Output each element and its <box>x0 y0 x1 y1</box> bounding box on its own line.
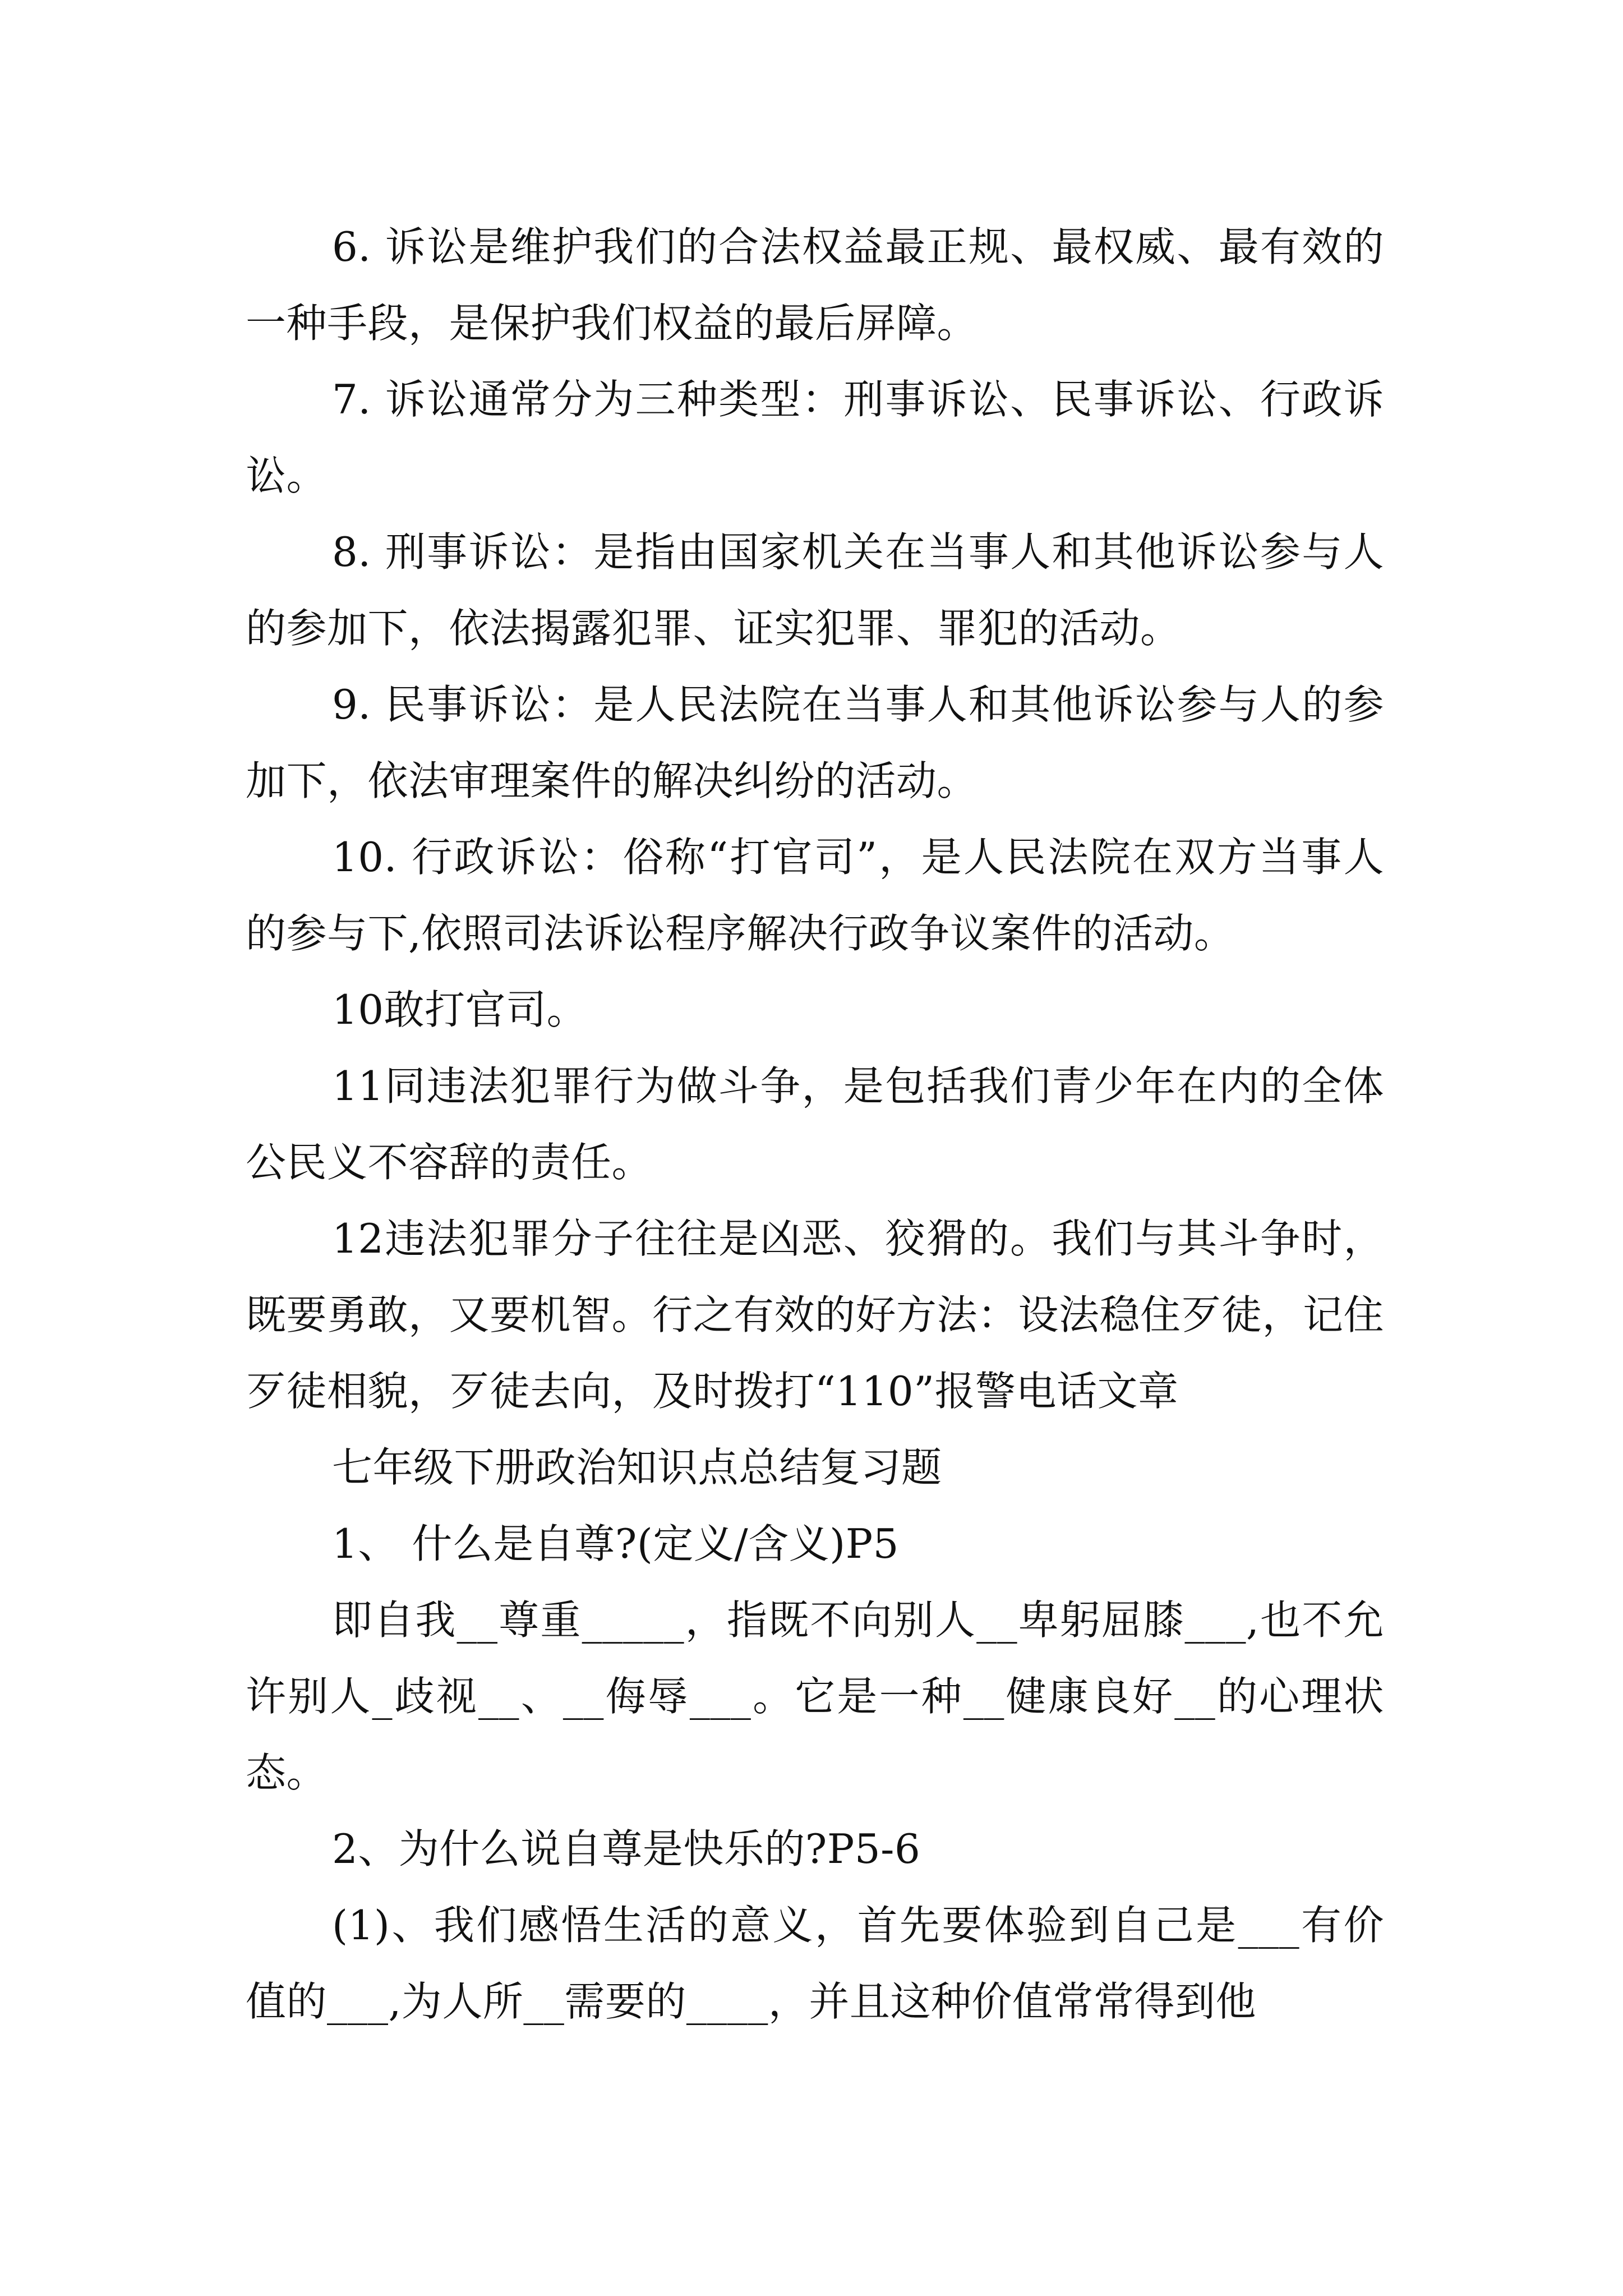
paragraph-litigation-types: 7. 诉讼通常分为三种类型：刑事诉讼、民事诉讼、行政诉讼。 <box>246 376 1384 499</box>
question-1: 1、 什么是自尊?(定义/含义)P5 <box>332 1520 899 1567</box>
question-2: 2、为什么说自尊是快乐的?P5-6 <box>332 1825 921 1872</box>
document-body <box>246 209 1384 2040</box>
section-title: 七年级下册政治知识点总结复习题 <box>332 1444 942 1491</box>
answer-1: 即自我__尊重_____，指既不向别人__卑躬屈膝___,也不允许别人_歧视__、__侮辱___。它是一种__健康良好__的心理状态。 <box>246 1596 1384 1796</box>
paragraph-criminal-litigation: 8. 刑事诉讼：是指由国家机关在当事人和其他诉讼参与人的参加下，依法揭露犯罪、证实犯罪、罪犯的活动。 <box>246 528 1384 652</box>
paragraph-litigation-definition: 6. 诉讼是维护我们的合法权益最正规、最权威、最有效的一种手段，是保护我们权益的最后屏障。 <box>246 223 1384 347</box>
paragraph-civil-litigation: 9. 民事诉讼：是人民法院在当事人和其他诉讼参与人的参加下，依法审理案件的解决纠纷的活动。 <box>246 681 1384 804</box>
paragraph-administrative-litigation: 10. 行政诉讼：俗称“打官司”，是人民法院在双方当事人的参与下,依照司法诉讼程序解决行政争议案件的活动。 <box>246 834 1384 957</box>
answer-2-part-1: (1)、我们感悟生活的意义，首先要体验到自己是___有价值的___,为人所__需要的____，并且这种价值常常得到他 <box>246 1902 1384 2025</box>
paragraph-fight-crime: 11同违法犯罪行为做斗争，是包括我们青少年在内的全体公民义不容辞的责任。 <box>246 1062 1384 1186</box>
paragraph-dare-to-sue: 10敢打官司。 <box>332 986 588 1033</box>
paragraph-brave-and-smart: 12违法犯罪分子往往是凶恶、狡猾的。我们与其斗争时，既要勇敢，又要机智。行之有效的好方法：设法稳住歹徒，记住歹徒相貌，歹徒去向，及时拨打“110”报警电话文章 <box>246 1215 1385 1415</box>
